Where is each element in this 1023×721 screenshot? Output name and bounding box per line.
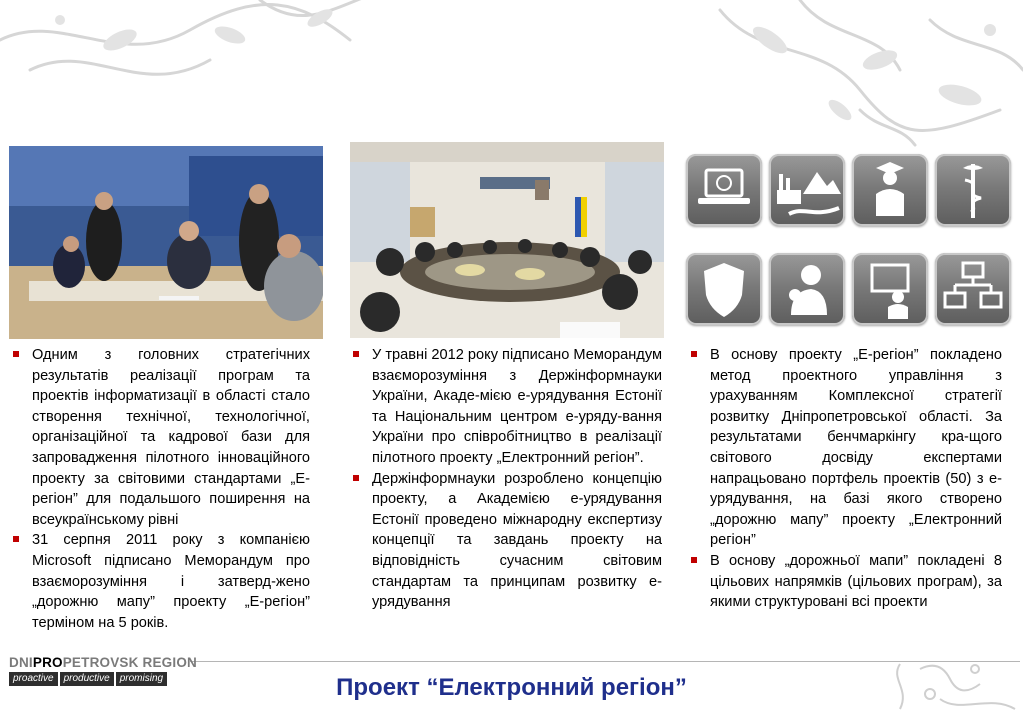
teacher-presentation-icon (852, 253, 928, 325)
meeting-signing-photo (9, 146, 323, 339)
police-shield-icon (686, 253, 762, 325)
text-column-1 (12, 345, 310, 633)
bullet-item: В основу проекту „Е-регіон” покладено метод проектного управління з урахуванням Комплексної стратегії розвитку Дніпропетровської області. За результатами бенчмаркінгу кра-щого світового досвіду експертами напрацьовано портфель проектів (50) з е-урядування, на базі якого створено „дорожню мапу” проекту „Електронний регіон” (690, 345, 1002, 551)
family-care-icon (769, 253, 845, 325)
logo-name (9, 655, 197, 670)
text-column-2 (352, 345, 662, 613)
tagline-item: productive (60, 672, 114, 686)
graduate-person-icon (852, 154, 928, 226)
bullet-item: Держінформнауки розроблено концепцію проекту, а Академією е-урядування Естонії проведено міжнародну експертизу концепції та завдань проекту на відповідність сучасним світовим стандартам та принципам розвитку е-урядування (352, 469, 662, 613)
computer-network-icon (935, 253, 1011, 325)
text-column-3 (690, 345, 1002, 613)
floral-ornament (0, 0, 1023, 150)
tagline-item: promising (116, 672, 167, 686)
logo-name-part2: PRO (32, 655, 63, 670)
logo-name-part1: DNI (9, 655, 33, 670)
bullet-item: Одним з головних стратегічних результатів реалізації програм та проектів інформатизації в області стало створення технічної, технологічної, організаційної та кадрової бази для запровадження пілотного інноваційного проекту за світовими стандартами „Е-регіон” для подальшого поширення на всеукраїнському рівні (12, 345, 310, 530)
laptop-email-icon (686, 154, 762, 226)
page-title: Проект “Електронний регіон” (336, 674, 687, 701)
conference-hall-photo (350, 142, 664, 338)
factory-landscape-icon (769, 154, 845, 226)
medical-caduceus-icon (935, 154, 1011, 226)
bullet-item: У травні 2012 року підписано Меморандум взаєморозуміння з Держінформнауки України, Акаде-мією е-урядування Естонії та Національним центром е-уряду-вання України про співробітництво в реалізації пілотного проекту „Електронний регіон”. (352, 345, 662, 469)
bullet-item: 31 серпня 2011 року з компанією Microsoft підписано Меморандум про взаєморозуміння і затверд-жено „дорожню мапу” проекту „Е-регіон” терміном на 5 років. (12, 530, 310, 633)
bullet-item: В основу „дорожньої мапи” покладені 8 цільових напрямків (цільових програм), за якими структуровані всі проекти (690, 551, 1002, 613)
corner-ornament (880, 654, 1020, 721)
logo-name-part3: PETROVSK REGION (62, 655, 197, 670)
tagline-item: proactive (9, 672, 58, 686)
